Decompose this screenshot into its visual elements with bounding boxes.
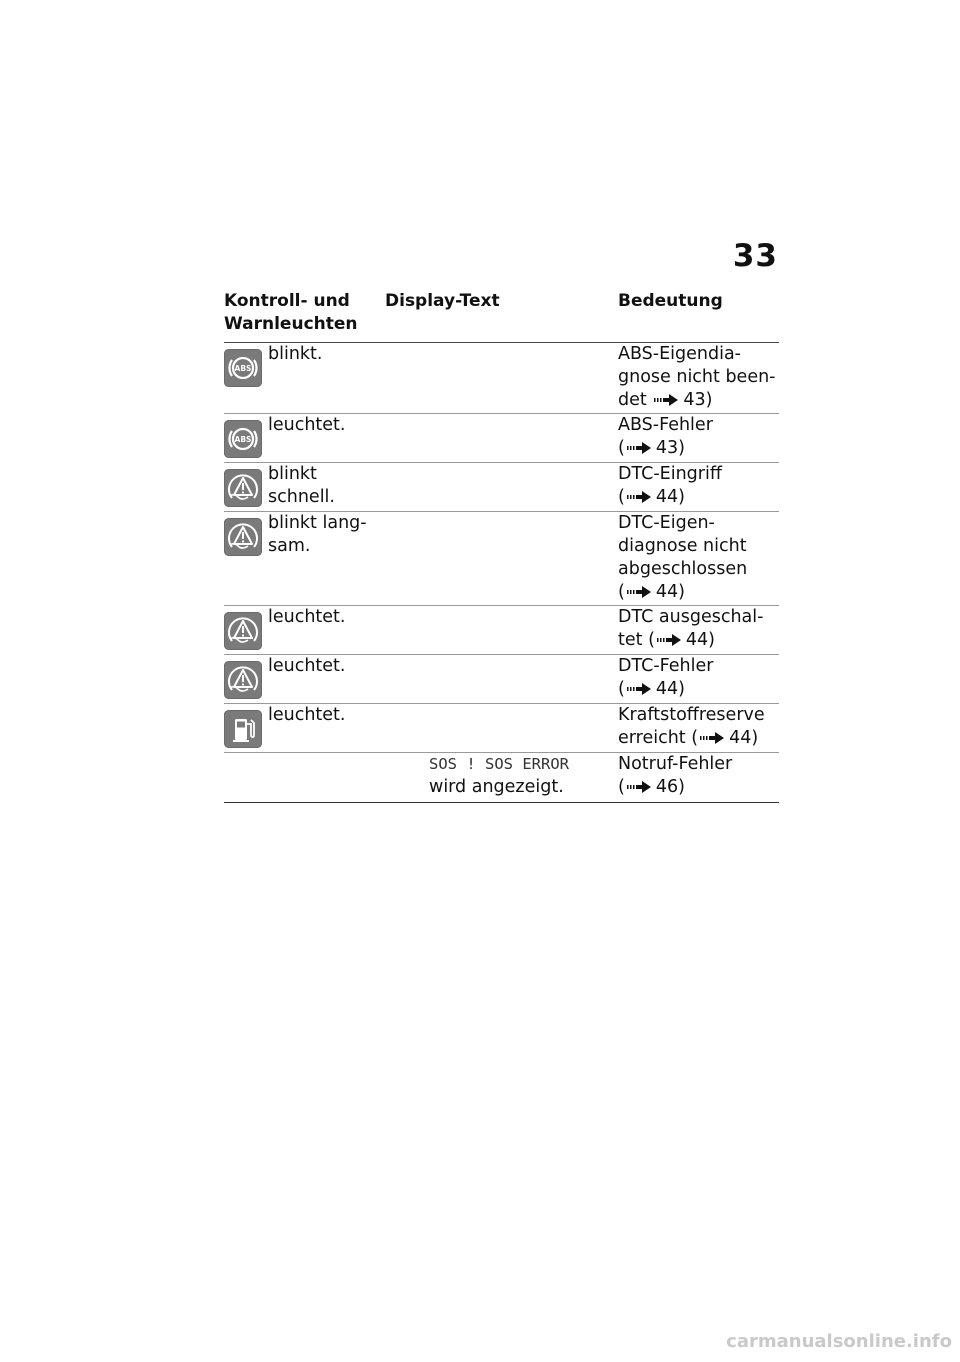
page-number: 33 [732,238,778,274]
abs-warning-icon [224,420,262,458]
display-note: wird angezeigt. [429,777,564,797]
page-reference-arrow-icon [700,732,726,744]
dtc-warning-icon [224,518,262,556]
page-reference[interactable]: 43) [655,438,685,458]
page-reference-arrow-icon [627,683,653,695]
meaning-text: DTC-Eigen-diagnose nicht abgeschlossen ( 44) [618,513,748,602]
fuel-reserve-icon [224,710,262,748]
dtc-warning-icon [224,469,262,507]
status-text: leuchtet. [268,705,346,725]
table-row [224,414,779,463]
page-reference-arrow-icon [627,586,653,598]
page-reference[interactable]: 43) [683,390,713,410]
table-header [224,290,779,343]
table-row [224,463,779,512]
warning-lights-table [224,290,779,803]
header-meaning: Bedeutung [618,291,723,311]
meaning-label: DTC-Eingriff [618,464,722,484]
meaning-text: Notruf-Fehler ( 46) [618,754,733,797]
meaning-text: DTC ausgeschal-tet ( 44) [618,607,764,650]
meaning-label: ABS-Fehler [618,415,713,435]
meaning-text: DTC-Eingriff ( 44) [618,464,722,507]
status-text: blinkt lang-sam. [268,513,367,556]
status-text: blinkt. [268,344,323,364]
meaning-label: Kraftstoffreserve erreicht [618,705,765,748]
meaning-text: Kraftstoffreserve erreicht ( 44) [618,705,765,748]
page-reference-arrow-icon [657,634,683,646]
page-reference[interactable]: 44) [655,487,685,507]
dtc-warning-icon [224,661,262,699]
page-reference[interactable]: 44) [655,679,685,699]
header-display-text: Display-Text [385,291,500,311]
page-reference-arrow-icon [654,394,680,406]
table-row [224,606,779,655]
page-reference[interactable]: 44) [685,630,715,650]
page-reference-arrow-icon [627,491,653,503]
meaning-label: Notruf-Fehler [618,754,733,774]
display-code: SOS ! SOS ERROR [429,755,569,773]
table-row [224,343,779,414]
status-text: leuchtet. [268,415,346,435]
header-warning-lights: Kontroll- und Warnleuchten [224,291,358,334]
meaning-text [618,343,778,412]
table-row [224,655,779,704]
meaning-text: DTC-Fehler ( 44) [618,656,714,699]
status-text: leuchtet. [268,656,346,676]
meaning-label: ABS-Eigendia-gnose nicht been-det [618,344,776,410]
page-reference[interactable]: 46) [655,777,685,797]
page-reference[interactable]: 44) [729,728,759,748]
page-reference-arrow-icon [627,442,653,454]
meaning-text: ABS-Fehler ( 43) [618,415,713,458]
display-text [429,753,604,799]
status-text: blinkt schnell. [268,464,335,507]
table-row [224,753,779,803]
footer-watermark: carmanualsonline.info [726,1331,952,1352]
meaning-label: DTC-Fehler [618,656,714,676]
meaning-label: DTC-Eigen-diagnose nicht abgeschlossen [618,513,748,579]
page-reference-arrow-icon [627,781,653,793]
meaning-label: DTC ausgeschal-tet [618,607,764,650]
status-text: leuchtet. [268,607,346,627]
abs-warning-icon [224,349,262,387]
table-row [224,512,779,606]
dtc-warning-icon [224,612,262,650]
page-reference[interactable]: 44) [655,582,685,602]
table-row [224,704,779,753]
